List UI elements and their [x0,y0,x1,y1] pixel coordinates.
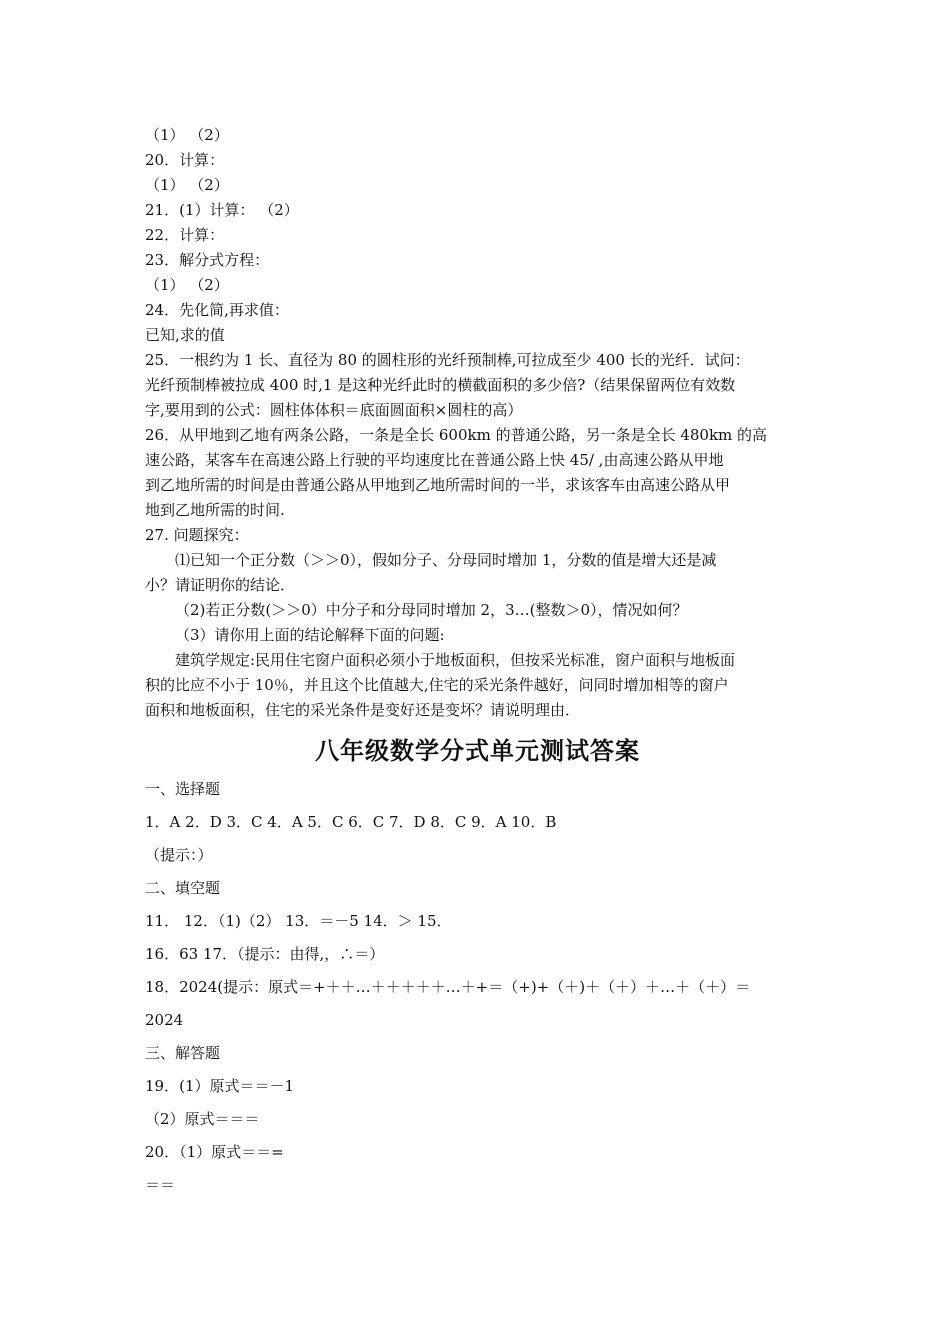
section-choice-heading: 一、选择题 [145,780,221,798]
q20-title: 20．计算： [145,151,225,169]
fill-answers-1: 11． 12．（1)（2） 13．＝－5 14．＞ 15． [145,912,452,930]
q23-title: 23．解分式方程： [145,251,270,269]
q24-given: 已知,求的值 [145,326,225,344]
section-fill-heading: 二、填空题 [145,879,221,897]
q27-title: 27. 问题探究： [145,526,249,544]
q27-part4-line2: 积的比应不小于 10％，并且这个比值越大,住宅的采光条件越好，问同时增加相等的窗户 [145,676,729,694]
q23-parts: （1） （2） [145,276,229,294]
q27-part4-line3: 面积和地板面积，住宅的采光条件是变好还是变坏？请说明理由． [145,701,581,719]
q26-line2: 速公路，某客车在高速公路上行驶的平均速度比在普通公路上快 45/ ,由高速公路从甲地 [145,451,724,469]
q22: 22．计算： [145,226,225,244]
fill-answers-2: 16．63 17．（提示：由得,，∴＝） [145,945,385,963]
answer-19-2: （2）原式＝＝＝ [145,1110,260,1128]
q24-title: 24．先化简,再求值： [145,301,289,319]
fill-answers-3-cont: 2024 [145,1011,184,1029]
q27-part2: （2)若正分数(＞＞0）中分子和分母同时增加 2，3…(整数＞0），情况如何？ [175,601,688,619]
q27-part4-line1: 建筑学规定:民用住宅窗户面积必须小于地板面积，但按采光标准，窗户面积与地板面 [175,651,736,669]
choice-answers: 1．A 2．D 3．C 4．A 5．C 6．C 7．D 8．C 9．A 10．B [145,813,557,831]
q26-line3: 到乙地所需的时间是由普通公路从甲地到乙地所需时间的一半，求该客车由高速公路从甲 [145,476,731,494]
q26-line4: 地到乙地所需的时间. [145,501,285,519]
q27-part3: （3）请你用上面的结论解释下面的问题: [175,626,445,644]
q26-line1: 26．从甲地到乙地有两条公路，一条是全长 600km 的普通公路，另一条是全长 480km 的高 [145,426,768,444]
q21: 21．(1）计算： （2） [145,201,299,219]
answer-20-1-cont: ＝＝ [145,1176,176,1194]
q25-line1: 25．一根约为 1 长、直径为 80 的圆柱形的光纤预制棒,可拉成至少 400 长的光纤．试问： [145,351,750,369]
q27-part1-line1: ⑴已知一个正分数（＞＞0），假如分子、分母同时增加 1，分数的值是增大还是减 [175,551,717,569]
q20-parts: （1） （2） [145,176,229,194]
document-content [145,123,810,1202]
section-solve-heading: 三、解答题 [145,1044,221,1062]
q25-line2: 光纤预制棒被拉成 400 时,1 是这种光纤此时的横截面积的多少倍?（结果保留两位有效数 [145,376,736,394]
q27-part1-line2: 小？请证明你的结论． [145,576,296,594]
answer-20-1: 20．（1）原式＝＝= [145,1143,284,1161]
fill-answers-3: 18．2024(提示：原式＝+＋＋…＋＋＋＋＋…＋+＝（+)+（＋)＋（＋）＋…＋（＋）＝ [145,978,751,996]
q19-parts: （1） （2） [145,126,229,144]
q25-line3: 字,要用到的公式：圆柱体体积＝底面圆面积×圆柱的高） [145,401,523,419]
answer-19-1: 19．(1）原式＝＝－1 [145,1077,295,1095]
choice-hint: （提示：） [145,846,213,864]
answers-title: 八年级数学分式单元测试答案 [315,737,640,765]
